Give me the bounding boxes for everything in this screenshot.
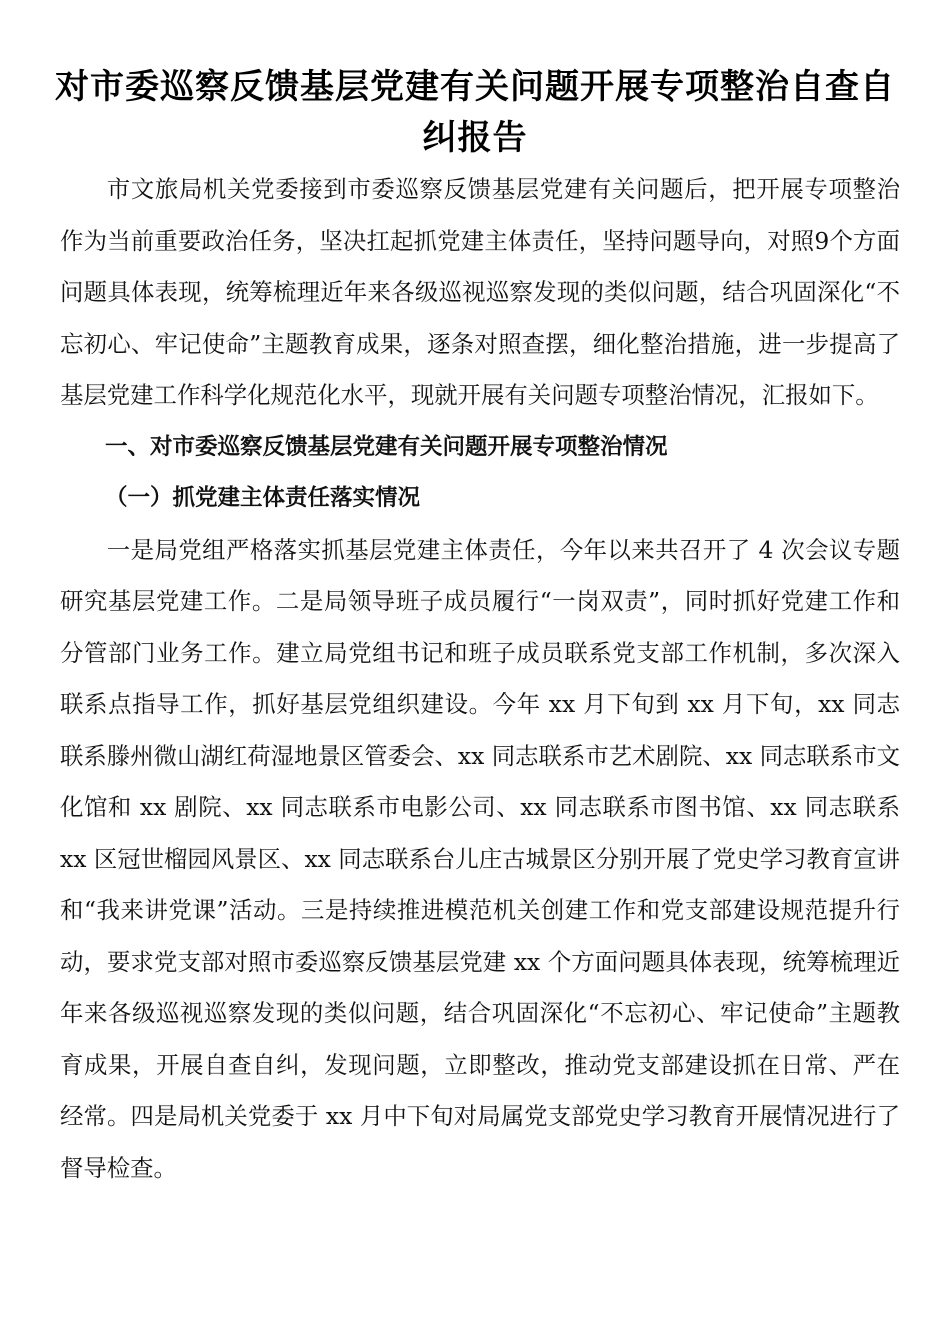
document-body [60,164,900,1194]
subsection-heading: （一）抓党建主体责任落实情况 [105,485,421,511]
section-heading: 一、对市委巡察反馈基层党建有关问题开展专项整治情况 [105,433,668,460]
body-paragraph: 一是局党组严格落实抓基层党建主体责任，今年以来共召开了 4 次会议专题研究基层党建工作。二是局领导班子成员履行“一岗双责”，同时抓好党建工作和分管部门业务工作。建立局党组书记和班子成员联系党支部工作机制，多次深入联系点指导工作，抓好基层党组织建设。今年 xx 月下旬到 xx 月下旬，xx 同志联系滕州微山湖红荷湿地景区管委会、xx 同志联系市艺术剧院、xx 同志联系市文化馆和 xx 剧院、xx 同志联系市电影公司、xx 同志联系市图书馆、xx 同志联系 xx 区冠世榴园风景区、xx 同志联系台儿庄古城景区分别开展了党史学习教育宣讲和“我来讲党课”活动。三是持续推进模范机关创建工作和党支部建设规范提升行动，要求党支部对照市委巡察反馈基层党建 xx 个方面问题具体表现，统筹梳理近年来各级巡视巡察发现的类似问题，结合巩固深化“不忘初心、牢记使命”主题教育成果，开展自查自纠，发现问题，立即整改，推动党支部建设抓在日常、严在经常。四是局机关党委于 xx 月中下旬对局属党支部党史学习教育开展情况进行了督导检查。 [60,535,900,1182]
document-title: 对市委巡察反馈基层党建有关问题开展专项整治自查自纠报告 [55,67,895,158]
intro-paragraph: 市文旅局机关党委接到市委巡察反馈基层党建有关问题后，把开展专项整治作为当前重要政治任务，坚决扛起抓党建主体责任，坚持问题导向，对照9个方面问题具体表现，统筹梳理近年来各级巡视巡察发现的类似问题，结合巩固深化“不忘初心、牢记使命”主题教育成果，逐条对照查摆，细化整治措施，进一步提高了基层党建工作科学化规范化水平，现就开展有关问题专项整治情况，汇报如下。 [60,175,900,409]
